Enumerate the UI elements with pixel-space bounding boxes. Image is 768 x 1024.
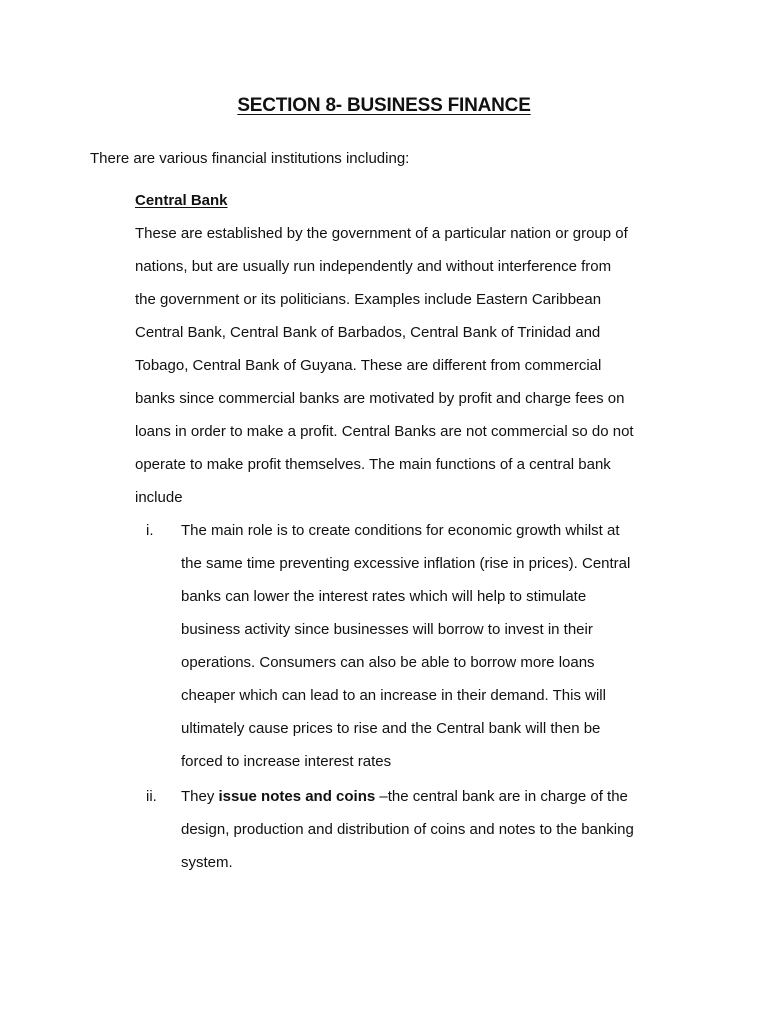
list-marker: ii. (146, 788, 157, 805)
list-line: operations. Consumers can also be able to borrow more loans (181, 654, 595, 671)
paragraph-line: Tobago, Central Bank of Guyana. These are different from commercial (135, 357, 602, 374)
paragraph-line: the government or its politicians. Examples include Eastern Caribbean (135, 291, 602, 308)
list-item-text (181, 521, 701, 785)
list-line: system. (181, 854, 233, 871)
page-title: SECTION 8- BUSINESS FINANCE (237, 95, 531, 116)
paragraph-line: operate to make profit themselves. The main functions of a central bank (135, 456, 611, 473)
list-line: forced to increase interest rates (181, 753, 392, 770)
list-line: The main role is to create conditions for economic growth whilst at (181, 522, 620, 539)
list-line-suffix: –the central bank are in charge of the (375, 788, 628, 805)
intro-text: There are various financial institutions including: (90, 150, 410, 167)
section-heading: Central Bank (135, 192, 228, 209)
list-line-prefix: They (181, 788, 219, 805)
list-line: business activity since businesses will borrow to invest in their (181, 621, 593, 638)
list-line: banks can lower the interest rates which will help to stimulate (181, 588, 587, 605)
central-bank-paragraph (135, 224, 695, 521)
list-line: design, production and distribution of coins and notes to the banking (181, 821, 634, 838)
emphasis-text: issue notes and coins (218, 788, 376, 805)
paragraph-line: Central Bank, Central Bank of Barbados, Central Bank of Trinidad and (135, 324, 601, 341)
list-line: ultimately cause prices to rise and the Central bank will then be (181, 720, 601, 737)
paragraph-line: include (135, 489, 183, 506)
list-line: the same time preventing excessive inflation (rise in prices). Central (181, 555, 631, 572)
list-marker: i. (146, 522, 154, 539)
list-line (181, 787, 701, 820)
paragraph-line: banks since commercial banks are motivated by profit and charge fees on (135, 390, 625, 407)
list-item-text (181, 787, 701, 886)
paragraph-line: These are established by the government of a particular nation or group of (135, 225, 628, 242)
paragraph-line: nations, but are usually run independently and without interference from (135, 258, 612, 275)
paragraph-line: loans in order to make a profit. Central Banks are not commercial so do not (135, 423, 634, 440)
list-line: cheaper which can lead to an increase in their demand. This will (181, 687, 606, 704)
